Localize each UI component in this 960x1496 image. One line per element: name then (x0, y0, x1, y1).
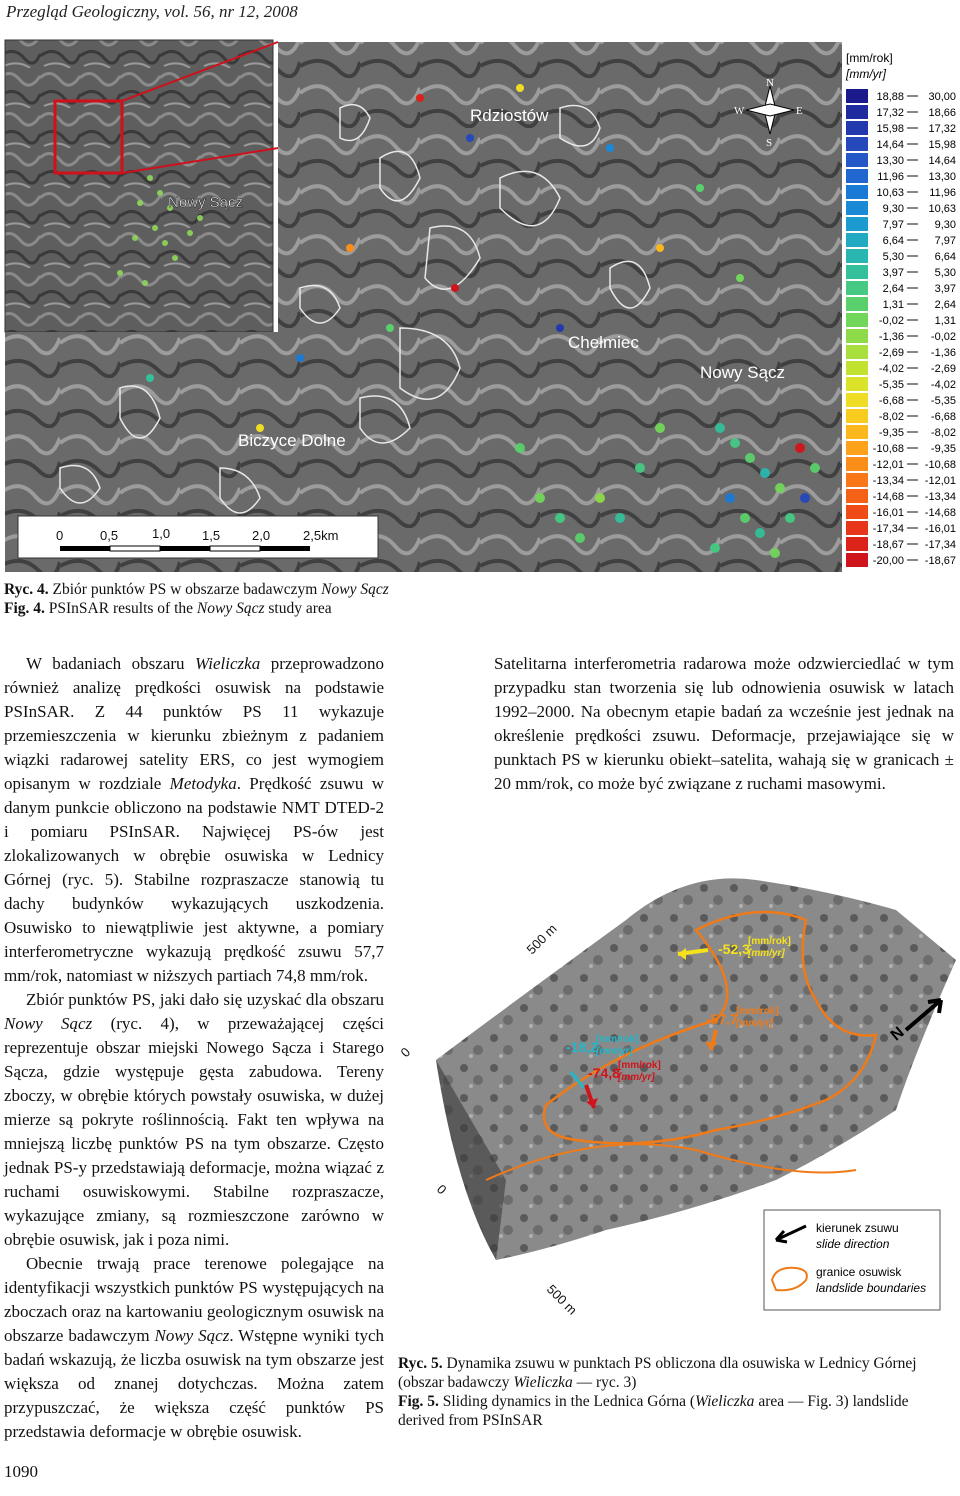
legend-dir-en: slide direction (816, 1237, 890, 1251)
left-column-text (4, 652, 384, 1444)
legend-min: -0,02 (878, 315, 904, 327)
lp3-b: . Wstępne wyniki tych badań wskazują, że liczba osuwisk na tym obszarze jest większa od znanej dotychczas. Można zatem przypuszczać, że większa część punktów PS przedstawia deformacje w obrębie osuwisk. (4, 1326, 384, 1441)
scale-2: 1,0 (152, 526, 171, 541)
label-biczyce: Biczyce Dolne (238, 431, 346, 450)
page-number: 1090 (4, 1462, 38, 1481)
terrain-surface (433, 878, 956, 1260)
journal-header: Przegląd Geologiczny, vol. 56, nr 12, 2008 (6, 2, 298, 21)
legend-swatch (846, 361, 868, 375)
legend-swatch (846, 473, 868, 487)
legend-max: -1,36 (930, 347, 956, 359)
legend-swatch (846, 393, 868, 407)
fig5-cap-en-b: area — Fig. 3) landslide derived from PSInSAR (398, 1393, 909, 1429)
legend-swatch (846, 345, 868, 359)
legend-swatch (846, 281, 868, 295)
legend-max: 11,96 (929, 187, 956, 199)
legend-max: 3,97 (934, 283, 956, 295)
lp1-i1: Wieliczka (195, 654, 261, 673)
legend-max: 10,63 (928, 203, 956, 215)
legend-max: -18,67 (924, 555, 956, 567)
legend-min: 17,32 (876, 107, 904, 119)
legend-min: -8,02 (878, 411, 904, 423)
value-2-unit-en: [mm/yr] (736, 1018, 773, 1029)
legend-min: -18,67 (872, 539, 904, 551)
legend-swatch (846, 537, 868, 551)
value-4-unit-en: [mm/yr] (618, 1072, 655, 1083)
legend-max: -9,35 (930, 443, 956, 455)
legend-min: 1,31 (882, 299, 904, 311)
legend-swatch (846, 505, 868, 519)
legend-max: 1,31 (934, 315, 956, 327)
legend-max: 9,30 (934, 219, 956, 231)
legend-min: 15,98 (876, 123, 904, 135)
fig5-cap-pl-b: — ryc. 3) (572, 1374, 637, 1391)
lp3-i: Nowy Sącz (154, 1326, 230, 1345)
fig4-cap-en-tail: study area (264, 600, 332, 617)
legend-max: 15,98 (928, 139, 956, 151)
fig5-cap-en-a: Sliding dynamics in the Lednica Górna ( (442, 1393, 696, 1410)
label-chelmiec: Chełmiec (568, 333, 639, 352)
legend-min: 13,30 (876, 155, 904, 167)
legend-max: 5,30 (934, 267, 956, 279)
legend-min: -10,68 (872, 443, 904, 455)
label-rdziostow: Rdziostów (470, 106, 549, 125)
legend-swatch (846, 553, 868, 567)
legend-max: 13,30 (928, 171, 956, 183)
legend-swatch (846, 441, 868, 455)
legend-swatch (846, 329, 868, 343)
legend-max: -14,68 (924, 507, 956, 519)
legend-max: -0,02 (930, 331, 956, 343)
legend-swatch (846, 297, 868, 311)
fig4-cap-pl-text: Zbiór punktów PS w obszarze badawczym (52, 581, 322, 598)
figure-5-caption (398, 1354, 956, 1430)
fig4-cap-pl-italic: Nowy Sącz (321, 581, 389, 598)
legend-unit-en: [mm/yr] (846, 67, 886, 81)
legend-swatch (846, 377, 868, 391)
legend-min: -4,02 (878, 363, 904, 375)
fig5-cap-en-label: Fig. 5. (398, 1393, 439, 1410)
legend-swatch (846, 249, 868, 263)
legend-swatch (846, 201, 868, 215)
value-4: -74,8 (588, 1065, 620, 1081)
left-paragraph-3 (4, 1252, 384, 1444)
legend-min: 6,64 (882, 235, 904, 247)
legend-swatch (846, 265, 868, 279)
legend-min: 10,63 (876, 187, 904, 199)
legend-min: -6,68 (878, 395, 904, 407)
legend-min: -20,00 (872, 555, 904, 567)
scale-4: 2,0 (252, 528, 271, 543)
legend-max: -12,01 (924, 475, 956, 487)
fig5-cap-pl-i: Wieliczka (513, 1374, 573, 1391)
legend-swatch (846, 217, 868, 231)
legend-unit-pl: [mm/rok] (846, 51, 893, 65)
legend-min: -5,35 (878, 379, 904, 391)
legend-swatch (846, 489, 868, 503)
legend-max: -10,68 (924, 459, 956, 471)
value-3: -18,2 (566, 1039, 598, 1055)
legend-max: -6,68 (930, 411, 956, 423)
left-paragraph-2 (4, 988, 384, 1252)
legend-min: -14,68 (872, 491, 904, 503)
lp1-b: przeprowadzono również analizę prędkości osuwisk na podstawie PSInSAR. Z 44 punktów PS 11 wykazuje przemieszczenia w kierunku zbieżnym z padaniem wiązki radarowej satelity ERS, co jest wymogiem opisanym w rozdziale (4, 654, 384, 793)
legend-min: -2,69 (878, 347, 904, 359)
label-nowy-sacz: Nowy Sącz (700, 363, 786, 382)
value-1-unit-pl: [mm/rok] (748, 936, 791, 947)
legend-bnd-pl: granice osuwisk (816, 1265, 902, 1279)
value-3-unit-en: [mm/yr] (596, 1046, 633, 1057)
lp1-i2: Metodyka (169, 774, 237, 793)
legend-swatch (846, 153, 868, 167)
legend-max: 18,66 (928, 107, 956, 119)
legend-max: -2,69 (930, 363, 956, 375)
left-paragraph-1 (4, 652, 384, 988)
fig5-cap-en-i: Wieliczka (695, 1393, 755, 1410)
fig4-cap-en-text: PSInSAR results of the (48, 600, 197, 617)
legend-min: -12,01 (872, 459, 904, 471)
legend-min: 3,97 (882, 267, 904, 279)
compass-n: N (766, 77, 774, 89)
north-label: N (887, 1024, 908, 1045)
value-1-unit-en: [mm/yr] (748, 948, 785, 959)
inset-label-nowy-sacz: Nowy Sącz (168, 194, 244, 211)
legend-min: 5,30 (882, 251, 904, 263)
figure-4-caption (4, 580, 604, 618)
value-4-unit-pl: [mm/rok] (618, 1060, 661, 1071)
scale-1: 0,5 (100, 528, 119, 543)
fig4-cap-pl-label: Ryc. 4. (4, 581, 49, 598)
right-column-text (494, 652, 954, 796)
axis-0-top: 0 (397, 1044, 414, 1061)
fig5-cap-pl-label: Ryc. 5. (398, 1355, 443, 1372)
legend-bnd-en: landslide boundaries (816, 1281, 927, 1295)
legend-min: 7,97 (882, 219, 904, 231)
value-2: -57,7 (706, 1011, 738, 1027)
compass-e: E (796, 105, 803, 117)
legend-min: -9,35 (878, 427, 904, 439)
legend-max: 30,00 (928, 91, 956, 103)
axis-0-bottom: 0 (433, 1181, 450, 1198)
legend-max: -17,34 (924, 539, 956, 551)
legend-swatch (846, 169, 868, 183)
legend-dir-pl: kierunek zsuwu (816, 1221, 899, 1235)
value-2-unit-pl: [mm/rok] (736, 1006, 779, 1017)
legend-max: -13,34 (924, 491, 956, 503)
legend-max: -8,02 (930, 427, 956, 439)
legend-min: 11,96 (877, 171, 904, 183)
compass-s: S (766, 137, 773, 149)
legend-max: 17,32 (928, 123, 956, 135)
legend-min: -17,34 (872, 523, 904, 535)
figure-5-3d-model (396, 850, 960, 1350)
legend-swatch (846, 185, 868, 199)
value-1: -52,3 (718, 941, 750, 957)
lp3-a: Obecnie trwają prace terenowe polegające na identyfikacji wszystkich punktów PS występujących na zboczach oraz na kartowaniu geologicznym osuwisk na obszarze badawczym (4, 1254, 384, 1345)
lp1-c: . Prędkość zsuwu w danym punkcie obliczono na podstawie NMT DTED-2 i pomiaru PSInSAR. Najwięcej PS-ów jest zlokalizowanych w obrębie osuwiska w Lednicy Górnej (ryc. 5). Stabilne rozpraszacze stanowią tu dachy budynków wykazujących uszkodzenia. Osuwisko to niewątpliwie jest aktywne, a pomiary interferometryczne wykazują prędkość zsuwu 57,7 mm/rok, natomiast w niższych partiach 74,8 mm/rok. (4, 774, 384, 985)
legend-max: 14,64 (928, 155, 956, 167)
legend-swatch (846, 313, 868, 327)
legend-swatch (846, 409, 868, 423)
legend-swatch (846, 457, 868, 471)
legend-max: -16,01 (924, 523, 956, 535)
lp2-i: Nowy Sącz (4, 1014, 93, 1033)
axis-500-bottom: 500 m (543, 1281, 581, 1318)
legend-swatch (846, 137, 868, 151)
legend-min: -1,36 (878, 331, 904, 343)
axis-500-top: 500 m (523, 920, 560, 958)
lp2-b: (ryc. 4), w przeważającej części reprezentuje obszar miejski Nowego Sącza i Starego Sącza, gdzie występuje gęsta zabudowa. Tereny zboczy, w obrębie których powstały osuwiska, w dużej mierze są pokryte roślinnością. Fakt ten wpływa na mniejszą liczbę punktów PS na tym obszarze. Często jednak PS-y przedstawiają deformacje, można wiązać z ruchami osuwiskowymi. Stabilne rozpraszacze, wykazujące zmiany, są rozmieszczone zarówno w obrębie osuwisk, jak i poza nimi. (4, 1014, 385, 1249)
scale-0: 0 (56, 528, 64, 543)
fig5-cap-pl-a: Dynamika zsuwu w punktach PS obliczona dla osuwiska w Lednicy Górnej (obszar badawczy (398, 1355, 917, 1391)
compass-w: W (734, 105, 745, 117)
legend-max: -5,35 (930, 395, 956, 407)
legend-min: 18,88 (876, 91, 904, 103)
legend-max: -4,02 (930, 379, 956, 391)
legend-swatch (846, 105, 868, 119)
legend-swatch (846, 233, 868, 247)
scale-5: 2,5km (303, 528, 339, 543)
legend-min: -13,34 (872, 475, 904, 487)
legend-max: 7,97 (934, 235, 956, 247)
legend-swatch (846, 89, 868, 103)
figure-4-map (0, 28, 960, 588)
legend-min: 14,64 (876, 139, 904, 151)
fig4-cap-en-label: Fig. 4. (4, 600, 45, 617)
value-3-unit-pl: [mm/rok] (596, 1034, 639, 1045)
legend-swatch (846, 425, 868, 439)
legend-max: 2,64 (934, 299, 956, 311)
legend-min: 9,30 (882, 203, 904, 215)
legend-swatch (846, 121, 868, 135)
lp2-a: Zbiór punktów PS, jaki dało się uzyskać dla obszaru (26, 990, 384, 1009)
legend-min: -16,01 (872, 507, 904, 519)
legend-min: 2,64 (882, 283, 904, 295)
legend-max: 6,64 (934, 251, 956, 263)
legend-swatch (846, 521, 868, 535)
fig4-cap-en-italic: Nowy Sącz (196, 600, 265, 617)
lp1-a: W badaniach obszaru (26, 654, 196, 673)
right-paragraph-1: Satelitarna interferometria radarowa może odzwierciedlać w tym przypadku stan tworzenia się lub odnowienia osuwisk w latach 1992–2000. Na obecnym etapie badań za wcześnie jest jednak na określenie prędkości zsuwu. Deformacje, przejawiające się w punktach PS w kierunku obiekt–satelita, wahają się w granicach ± 20 mm/rok, co może być związane z ruchami masowymi. (494, 654, 954, 793)
inset-map (5, 40, 273, 332)
scale-3: 1,5 (202, 528, 221, 543)
